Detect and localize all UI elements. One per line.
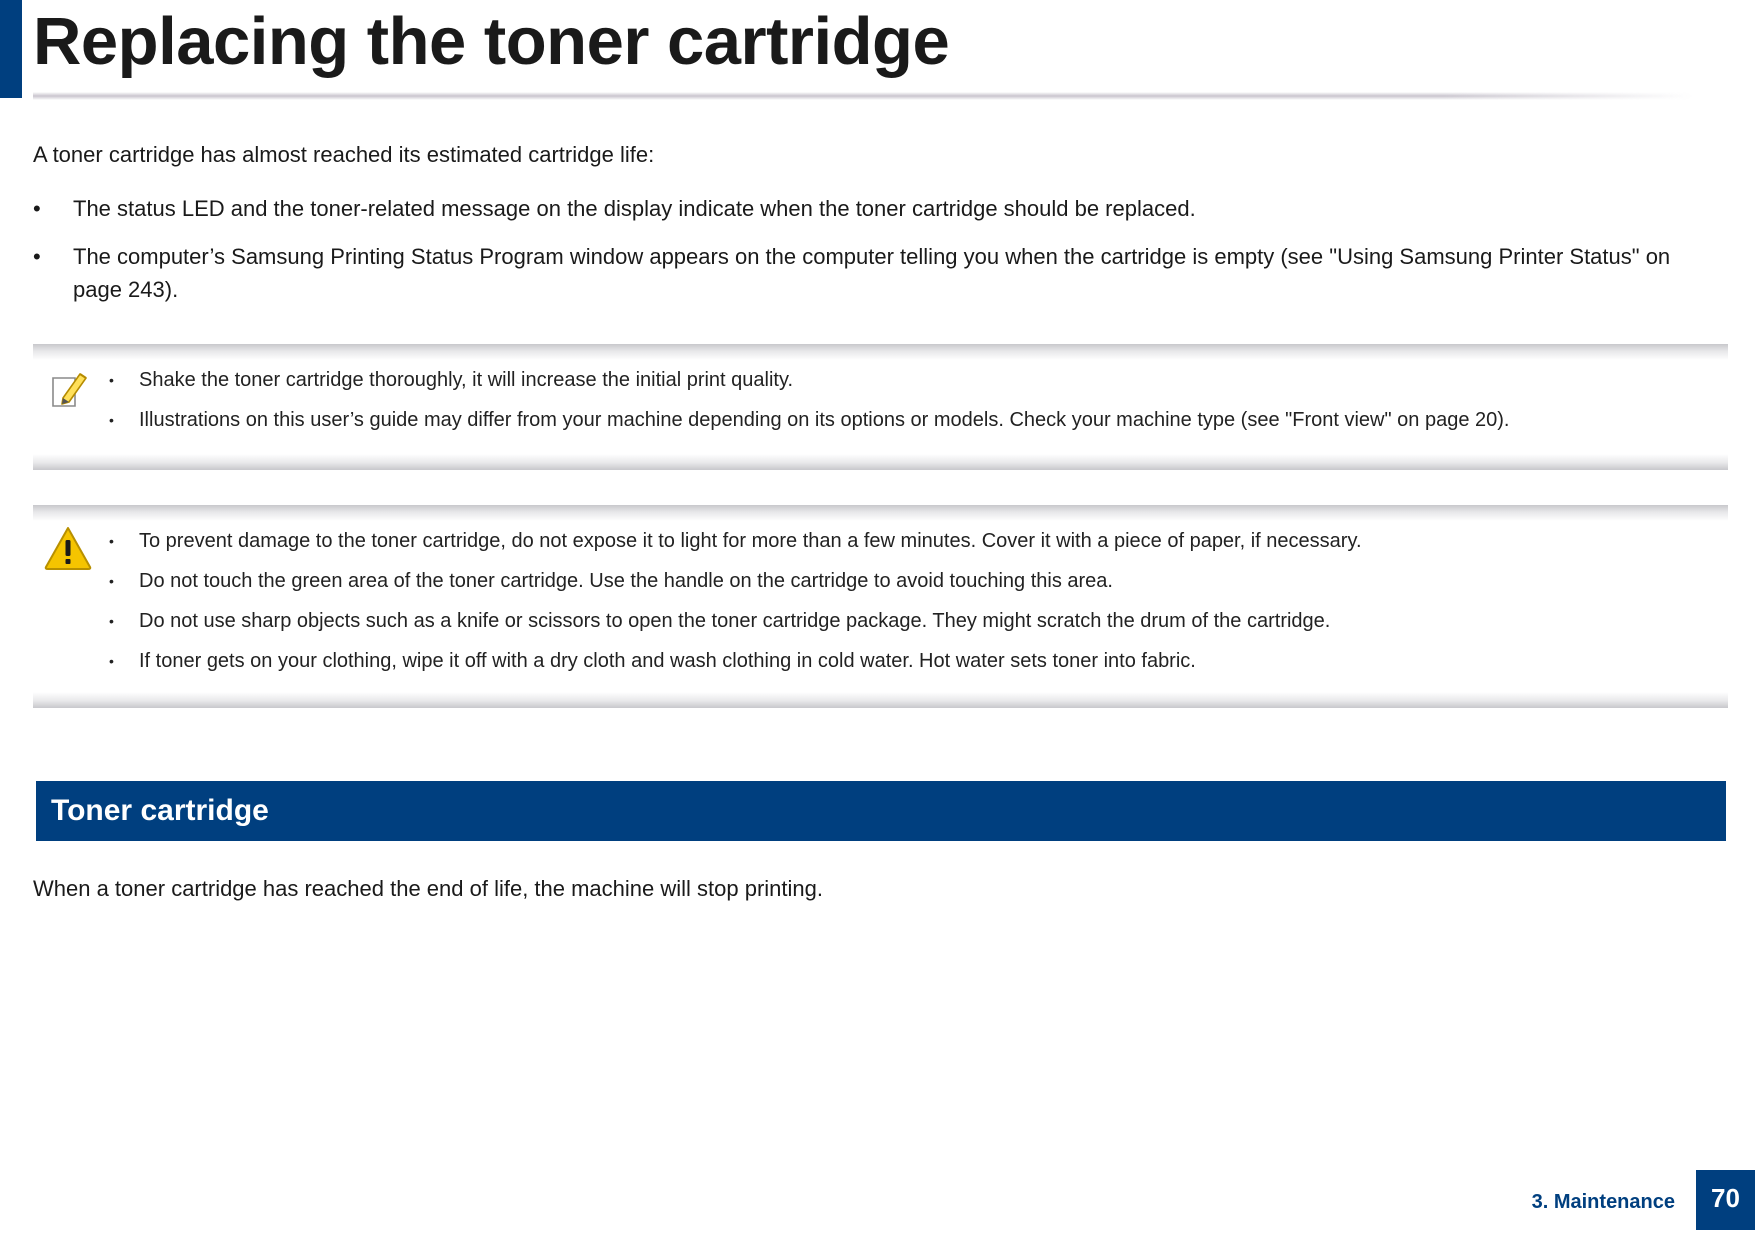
- list-item: [33, 240, 1723, 306]
- bullet-symbol: •: [109, 372, 114, 388]
- list-item: [109, 406, 1709, 434]
- chapter-label: 3. Maintenance: [1531, 1191, 1675, 1213]
- bullet-symbol: •: [109, 653, 114, 669]
- caution-list: [109, 527, 1709, 687]
- list-item: [109, 567, 1709, 595]
- list-item-text: The status LED and the toner-related message on the display indicate when the toner cartridge should be replaced.: [73, 196, 1196, 221]
- list-item: [109, 366, 1709, 394]
- intro-bullet-list: [33, 192, 1723, 321]
- list-item: [109, 647, 1709, 675]
- list-item-text: If toner gets on your clothing, wipe it off with a dry cloth and wash clothing in cold water. Hot water sets toner into fabric.: [139, 650, 1196, 672]
- page-title: Replacing the toner cartridge: [33, 4, 950, 79]
- bullet-symbol: •: [109, 533, 114, 549]
- title-accent-bar: [0, 0, 22, 98]
- list-item-text: Illustrations on this user’s guide may differ from your machine depending on its options or models. Check your machine type (see "Front view" on page 20).: [139, 409, 1510, 431]
- warning-triangle-icon: [43, 525, 93, 571]
- page-number-badge: 70: [1696, 1170, 1755, 1230]
- bullet-symbol: •: [109, 573, 114, 589]
- bullet-symbol: •: [109, 613, 114, 629]
- bullet-symbol: •: [33, 244, 41, 269]
- note-box: [33, 344, 1728, 470]
- section-body-text: When a toner cartridge has reached the end of life, the machine will stop printing.: [33, 876, 824, 901]
- list-item: [109, 607, 1709, 635]
- list-item-text: The computer’s Samsung Printing Status Program window appears on the computer telling you when the cartridge is empty (see "Using Samsung Printer Status" on page 243).: [73, 244, 1671, 302]
- note-list: [109, 366, 1709, 446]
- list-item-text: Do not touch the green area of the toner cartridge. Use the handle on the cartridge to avoid touching this area.: [139, 570, 1113, 592]
- caution-box: [33, 505, 1728, 708]
- bullet-symbol: •: [109, 412, 114, 428]
- list-item: [109, 527, 1709, 555]
- bullet-symbol: •: [33, 196, 41, 221]
- list-item-text: Do not use sharp objects such as a knife or scissors to open the toner cartridge package. They might scratch the drum of the cartridge.: [139, 610, 1331, 632]
- list-item-text: Shake the toner cartridge thoroughly, it will increase the initial print quality.: [139, 369, 794, 391]
- list-item: [33, 192, 1723, 225]
- list-item-text: To prevent damage to the toner cartridge, do not expose it to light for more than a few minutes. Cover it with a piece of paper, if necessary.: [139, 530, 1362, 552]
- title-underline: [33, 92, 1693, 100]
- intro-text: A toner cartridge has almost reached its estimated cartridge life:: [33, 142, 655, 167]
- section-header-toner-cartridge: Toner cartridge: [36, 781, 1726, 841]
- pencil-note-icon: [47, 368, 91, 412]
